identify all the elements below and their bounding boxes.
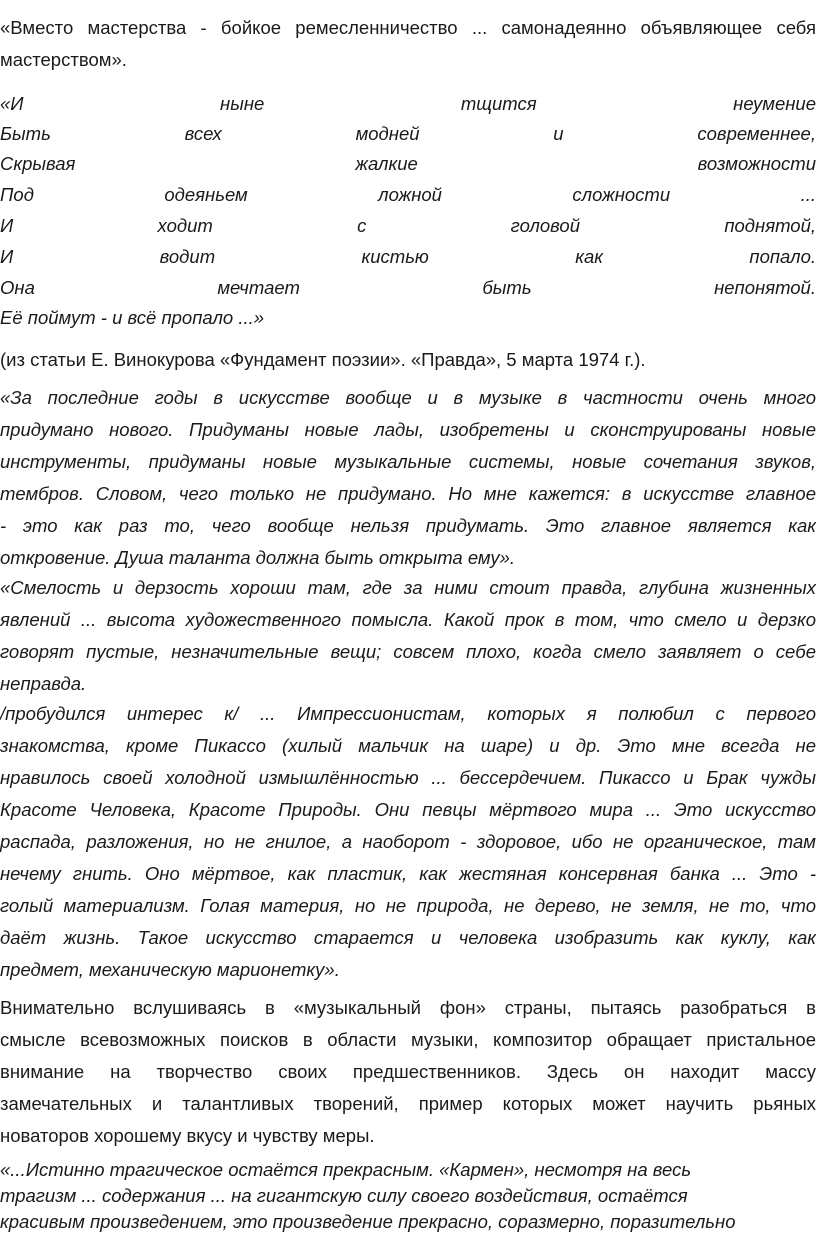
quote-art-line: инструменты, придуманы новые музыкальные системы, новые сочетания звуков, <box>0 451 816 472</box>
quote-picasso-line: нечему гнить. Оно мёртвое, как пластик, как жестяная консервная банка ... Это - <box>0 863 816 884</box>
quote-art-line: «За последние годы в искусстве вообще и в музыке в частности очень много <box>0 387 816 408</box>
quote-picasso-line: /пробудился интерес к/ ... Импрессионистам, которых я полюбил с первого <box>0 703 816 724</box>
quote-art-line: откровение. Душа таланта должна быть открыта ему». <box>0 547 516 568</box>
poem-line: «И ныне тщится неумение <box>0 93 816 114</box>
body-paragraph-line: новаторов хорошему вкусу и чувству меры. <box>0 1125 375 1146</box>
poem-line: И водит кистью как попало. <box>0 246 816 267</box>
poem-line: Её поймут - и всё пропало ...» <box>0 307 265 328</box>
intro-quote-line: мастерством». <box>0 49 127 70</box>
body-paragraph-line: замечательных и талантливых творений, пример которых может научить рьяных <box>0 1093 816 1114</box>
quote-carmen-line: «...Истинно трагическое остаётся прекрасным. «Кармен», несмотря на весь <box>0 1159 692 1180</box>
quote-art-line: - это как раз то, чего вообще нельзя придумать. Это главное является как <box>0 515 816 536</box>
intro-quote-line: «Вместо мастерства - бойкое ремесленничество ... самонадеянно объявляющее себя <box>0 17 816 38</box>
poem-line: Она мечтает быть непонятой. <box>0 277 816 298</box>
quote-picasso-line: даёт жизнь. Такое искусство старается и человека изобразить как куклу, как <box>0 927 816 948</box>
poem-line: Быть всех модней и современнее, <box>0 123 816 144</box>
body-paragraph-line: внимание на творчество своих предшественников. Здесь он находит массу <box>0 1061 816 1082</box>
quote-courage-line: неправда. <box>0 673 87 694</box>
source-citation: (из статьи Е. Винокурова «Фундамент поэзии». «Правда», 5 марта 1974 г.). <box>0 349 646 370</box>
quote-picasso-line: голый материализм. Голая материя, но не природа, не дерево, не земля, не то, что <box>0 895 816 916</box>
quote-courage-line: «Смелость и дерзость хороши там, где за ними стоит правда, глубина жизненных <box>0 577 816 598</box>
quote-art-line: тембров. Словом, чего только не придумано. Но мне кажется: в искусстве главное <box>0 483 816 504</box>
body-paragraph-line: Внимательно вслушиваясь в «музыкальный фон» страны, пытаясь разобраться в <box>0 997 816 1018</box>
poem-line: И ходит с головой поднятой, <box>0 215 816 236</box>
quote-courage-line: говорят пустые, незначительные вещи; совсем плохо, когда смело заявляет о себе <box>0 641 816 662</box>
quote-picasso-line: знакомства, кроме Пикассо (хилый мальчик на шаре) и др. Это мне всегда не <box>0 735 816 756</box>
quote-art-line: придумано нового. Придуманы новые лады, изобретены и сконструированы новые <box>0 419 816 440</box>
body-paragraph-line: смысле всевозможных поисков в области музыки, композитор обращает пристальное <box>0 1029 816 1050</box>
quote-picasso-line: распада, разложения, но не гнилое, а наоборот - здоровое, ибо не органическое, там <box>0 831 816 852</box>
poem-line: Под одеяньем ложной сложности ... <box>0 184 816 205</box>
quote-courage-line: явлений ... высота художественного помысла. Какой прок в том, что смело и дерзко <box>0 609 816 630</box>
quote-picasso-line: нравилось своей холодной измышлённостью ... бессердечием. Пикассо и Брак чужды <box>0 767 816 788</box>
quote-picasso-line: Красоте Человека, Красоте Природы. Они певцы мёртвого мира ... Это искусство <box>0 799 816 820</box>
poem-line: Скрывая жалкие возможности <box>0 153 816 174</box>
quote-carmen-line: красивым произведением, это произведение прекрасно, соразмерно, поразительно <box>0 1211 736 1232</box>
quote-picasso-line: предмет, механическую марионетку». <box>0 959 340 980</box>
quote-carmen-line: трагизм ... содержания ... на гигантскую силу своего воздействия, остаётся <box>0 1185 688 1206</box>
